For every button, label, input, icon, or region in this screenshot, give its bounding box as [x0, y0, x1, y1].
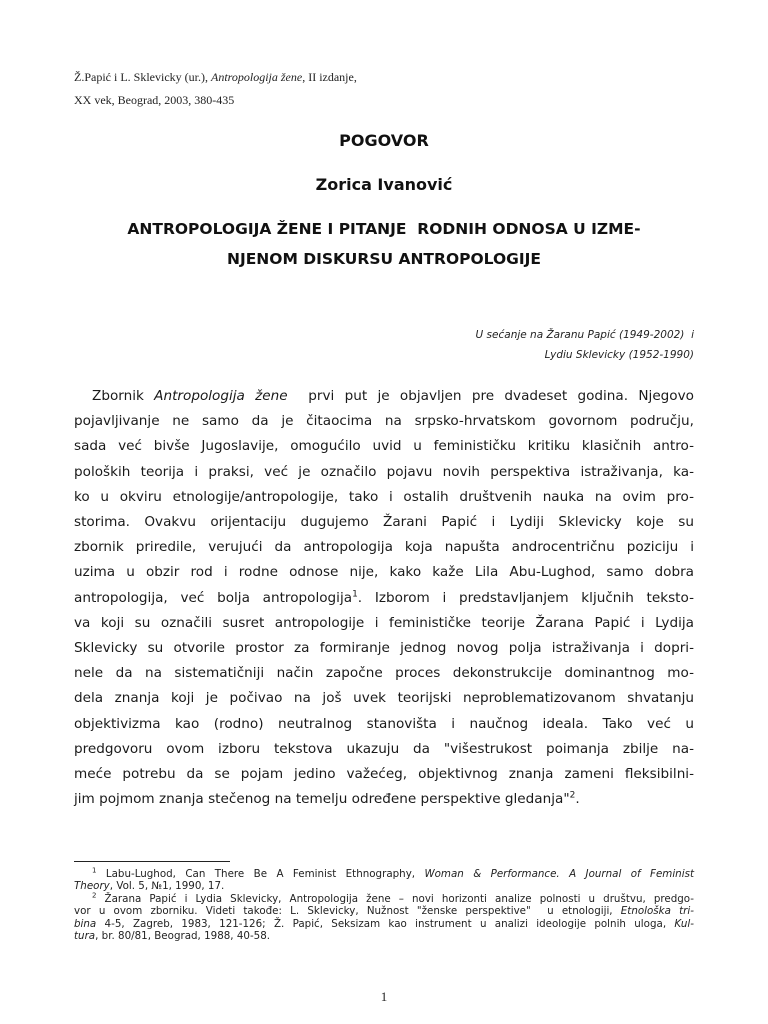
- article-title-line-1: ANTROPOLOGIJA ŽENE I PITANJE RODNIH ODNOSA U IZME-: [127, 220, 641, 238]
- article-title-line-2: NJENOM DISKURSU ANTROPOLOGIJE: [226, 250, 542, 268]
- body-line: storima. Ovakvu orijentaciju dugujemo Žarani Papić i Lydiji Sklevicky koje su: [74, 514, 694, 531]
- text-run: Labu-Lughod, Can There Be A Feminist Ethnography,: [96, 868, 425, 880]
- body-paragraph: [74, 384, 694, 812]
- footnotes: [74, 868, 694, 942]
- body-line: ko u okviru etnologije/antropologije, tako i ostalih društvenih nauka na ovim pro-: [74, 488, 694, 505]
- footnote-1-cont: [74, 880, 694, 892]
- footnote-1: [74, 868, 694, 880]
- citation-line-1: [74, 66, 357, 89]
- footnote-2: [74, 893, 694, 905]
- body-line: objektivizma kao (rodno) neutralnog stanovišta i naučnog ideala. Tako već u: [74, 715, 694, 732]
- section-heading: POGOVOR: [339, 131, 429, 150]
- body-line: Sklevicky su otvorile prostor za formiranje jednog novog polja istraživanja i dopri-: [74, 640, 694, 657]
- text-run: , Vol. 5, №1, 1990, 17.: [109, 880, 225, 893]
- body-line: nele da na sistematičniji način započne proces dekonstrukcije dominantnog mo-: [74, 665, 694, 682]
- author-name: Zorica Ivanović: [315, 175, 453, 194]
- text-run: Žarana Papić i Lydia Sklevicky, Antropologija žene – novi horizonti analize polnosti u društvu, predgo-: [96, 892, 694, 905]
- citation-line-2: XX vek, Beograd, 2003, 380-435: [74, 93, 235, 107]
- text-run: prvi put je objavljen pre dvadeset godina. Njegovo: [287, 388, 694, 404]
- body-line: [74, 787, 694, 812]
- dedication-line-1: U sećanje na Žaranu Papić (1949-2002) i: [475, 329, 694, 341]
- journal-title-italic: tura: [74, 930, 96, 943]
- footnote-mark: 1: [92, 866, 97, 875]
- footnote-mark: 2: [92, 891, 97, 900]
- body-line: [74, 384, 694, 409]
- body-line: [74, 586, 694, 611]
- journal-title-italic: Woman & Performance. A Journal of Feminist: [424, 868, 694, 880]
- citation-editors: Ž.Papić i L. Sklevicky (ur.),: [74, 70, 211, 84]
- text-run: jim pojmom znanja stečenog na temelju određene perspektive gledanja": [74, 791, 570, 808]
- text-run: .: [575, 791, 580, 808]
- text-run: . Izborom i predstavljanjem ključnih teksto-: [357, 589, 694, 606]
- book-title-italic: Antropologija žene: [154, 388, 288, 404]
- body-line: zbornik priredile, verujući da antropologija koja napušta androcentričnu poziciju i: [74, 539, 694, 556]
- footnote-2-cont: [74, 930, 694, 942]
- body-line: predgovoru ovom izboru tekstova ukazuju da "višestrukost poimanja zbilje na-: [74, 740, 694, 757]
- dedication-line-2: Lydiu Sklevicky (1952-1990): [544, 349, 694, 361]
- body-line: va koji su označili susret antropologije i feminističke teorije Žarana Papić i Lydija: [74, 614, 694, 631]
- body-line: uzima u obzir rod i rodne odnose nije, kako kaže Lila Abu-Lughod, samo dobra: [74, 564, 694, 581]
- journal-title-italic: bina: [74, 917, 97, 930]
- journal-title-italic: Theory: [74, 880, 110, 893]
- footnote-separator: [74, 861, 230, 862]
- page-number: 1: [380, 989, 388, 1004]
- body-line: pojavljivanje ne samo da je čitaocima na srpsko-hrvatskom govornom području,: [74, 413, 694, 430]
- body-line: dela znanja koji je počivao na još uvek teorijski neproblematizovanom shvatanju: [74, 690, 694, 707]
- body-line: meće potrebu da se pojam jedino važećeg, objektivnog znanja zameni fleksibilni-: [74, 766, 694, 783]
- article-title: [74, 214, 694, 274]
- footnote-2-cont: [74, 905, 694, 917]
- text-run: antropologija, već bolja antropologija: [74, 589, 353, 606]
- footnote-2-cont: [74, 918, 694, 930]
- body-line: poloških teorija i praksi, već je označilo pojavu novih perspektiva istraživanja, ka-: [74, 463, 694, 480]
- citation-edition: , II izdanje,: [302, 70, 357, 84]
- citation-book-title: Antropologija žene: [210, 70, 303, 84]
- source-citation: [74, 66, 357, 112]
- text-run: , br. 80/81, Beograd, 1988, 40-58.: [95, 930, 271, 943]
- text-run: 4-5, Zagreb, 1983, 121-126; Ž. Papić, Seksizam kao instrument u analizi ideologije polnih uloga,: [96, 917, 675, 930]
- journal-title-italic: Kul-: [674, 917, 694, 930]
- body-line: sada već bivše Jugoslavije, omogućilo uvid u feminističku kritiku klasičnih antro-: [74, 438, 694, 455]
- footnote-ref-2[interactable]: 2: [569, 790, 576, 801]
- text-run: Zbornik: [92, 388, 155, 404]
- text-run: vor u ovom zborniku. Videti takođe: L. Sklevicky, Nužnost "ženske perspektive" u etnologiji,: [74, 905, 621, 918]
- footnote-ref-1[interactable]: 1: [352, 589, 358, 600]
- journal-title-italic: Etnološka tri-: [620, 905, 694, 918]
- dedication: [476, 325, 694, 365]
